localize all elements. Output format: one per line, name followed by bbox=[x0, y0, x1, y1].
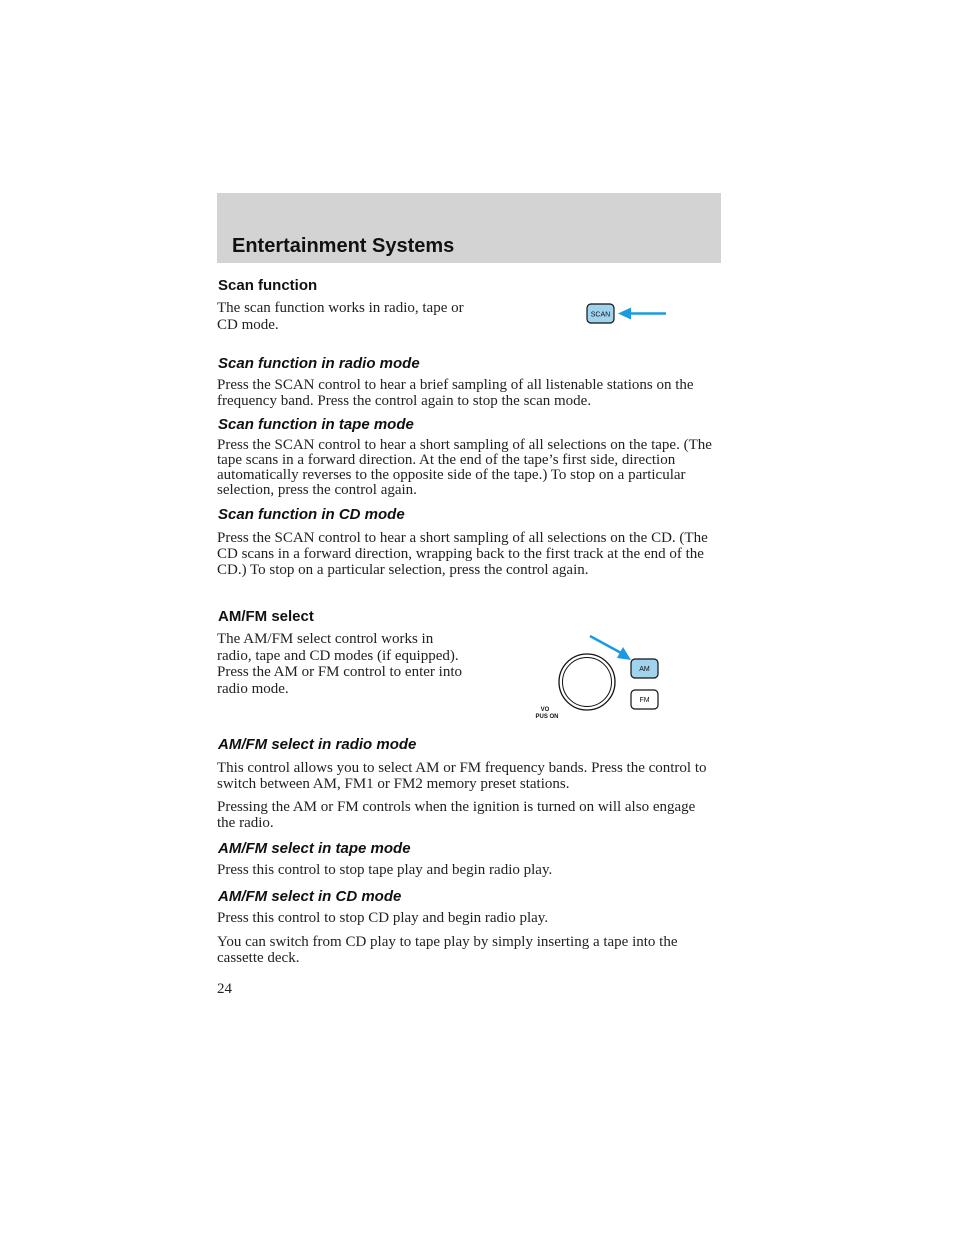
volume-knob-inner bbox=[563, 658, 612, 707]
amfm-cd-heading: AM/FM select in CD mode bbox=[218, 888, 402, 905]
section-header-band bbox=[217, 193, 721, 263]
amfm-radio-heading: AM/FM select in radio mode bbox=[218, 736, 417, 753]
scan-cd-heading: Scan function in CD mode bbox=[218, 506, 405, 523]
scan-button-label: SCAN bbox=[590, 311, 611, 319]
amfm-cd-text: Press this control to stop CD play and begin radio play. bbox=[217, 910, 549, 926]
fm-button-label: FM bbox=[639, 697, 650, 704]
knob-label-bottom: PUS ON bbox=[535, 714, 559, 720]
amfm-tape-heading: AM/FM select in tape mode bbox=[218, 840, 411, 857]
scan-cd-text: Press the SCAN control to hear a short sampling of all selections on the CD. (The CD scans in a forward direction, wrapping back to the first track at the end of the CD.) To stop on a particular selection, press the control again. bbox=[217, 530, 708, 578]
scan-arrow-head bbox=[618, 308, 631, 320]
amfm-cd-text2: You can switch from CD play to tape play by simply inserting a tape into the cassette deck. bbox=[217, 934, 678, 966]
volume-knob-outer bbox=[559, 654, 615, 710]
scan-button-illustration bbox=[580, 298, 675, 330]
scan-tape-text: Press the SCAN control to hear a short sampling of all selections on the tape. (The tape scans in a forward direction. At the end of the tape’s first side, direction automatically reverses to the opposite side of the tape.) To stop on a particular selection, press the control again. bbox=[217, 437, 712, 498]
amfm-tape-text: Press this control to stop tape play and begin radio play. bbox=[217, 862, 553, 878]
amfm-arrow-shaft bbox=[590, 636, 623, 654]
section-title: Entertainment Systems bbox=[232, 235, 455, 257]
amfm-radio-text2: Pressing the AM or FM controls when the ignition is turned on will also engage the radio. bbox=[217, 799, 696, 831]
amfm-intro: The AM/FM select control works in radio, tape and CD modes (if equipped). Press the AM or FM control to enter into radio mode. bbox=[217, 631, 462, 697]
amfm-illustration bbox=[525, 630, 670, 725]
scan-intro: The scan function works in radio, tape or CD mode. bbox=[217, 300, 464, 333]
scan-radio-text: Press the SCAN control to hear a brief sampling of all listenable stations on the frequency band. Press the control again to stop the scan mode. bbox=[217, 377, 694, 409]
scan-heading: Scan function bbox=[218, 277, 318, 294]
scan-radio-heading: Scan function in radio mode bbox=[218, 355, 420, 372]
am-button-label: AM bbox=[639, 666, 650, 673]
amfm-radio-text: This control allows you to select AM or FM frequency bands. Press the control to switch between AM, FM1 or FM2 memory preset stations. bbox=[217, 760, 707, 792]
amfm-heading: AM/FM select bbox=[218, 608, 314, 625]
knob-label-top: VO bbox=[540, 707, 550, 713]
page-number: 24 bbox=[217, 981, 232, 997]
scan-tape-heading: Scan function in tape mode bbox=[218, 416, 414, 433]
amfm-arrow-head bbox=[617, 647, 631, 660]
